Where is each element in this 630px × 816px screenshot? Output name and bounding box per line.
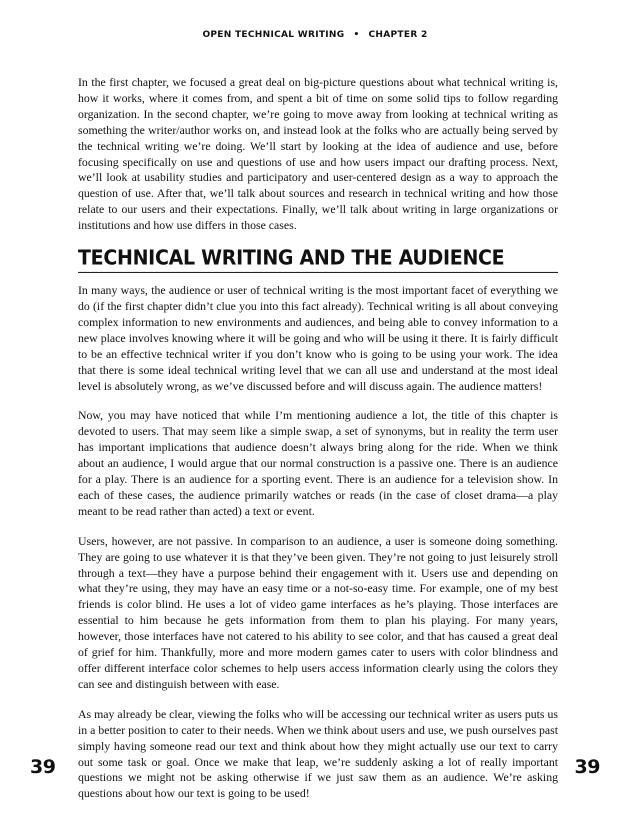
body-paragraph-1: In many ways, the audience or user of technical writing is the most important facet of everything we do (if the first chapter didn’t clue you into this fact already). Technical writing is all about conveying complex information to new environments and audiences, and being able to convey information to a new place involves knowing where it will be going and who will be using it there. It is fairly difficult to be an effective technical writer if you don’t know who is going to be using your work. The idea that there is some ideal technical writing level that we can all use and understand at the most ideal level is absolutely wrong, as we’ve discussed before and will discuss again. The audience matters! [78,283,558,393]
book-title: OPEN TECHNICAL WRITING [202,30,345,40]
body-paragraph-4: As may already be clear, viewing the folks who will be accessing our technical writer as users puts us in a better position to cater to their needs. When we think about users and use, we push ourselves past simply having someone read our text and think about how they might actually use our text to carry out some task or goal. Once we make that leap, we’re suddenly asking a lot of really important questions we might not be asking otherwise if we just saw them as an audience. We’re asking questions about how our text is going to be used! [78,706,558,801]
chapter-label: CHAPTER 2 [368,30,428,40]
section-heading: TECHNICAL WRITING AND THE AUDIENCE [78,246,558,273]
running-header [0,30,630,40]
page-number-right: 39 [574,756,600,778]
page-number-left: 39 [30,756,56,778]
header-separator: • [353,30,360,40]
page-body [78,75,558,816]
body-paragraph-2: Now, you may have noticed that while I’m mentioning audience a lot, the title of this chapter is devoted to users. That may seem like a simple swap, a set of synonyms, but in reality the term user has important implications that audience doesn’t always bring along for the ride. When we think about an audience, I would argue that our normal construction is a passive one. There is an audience for a play. There is an audience for a sporting event. There is an audience for a television show. In each of these cases, the audience primarily watches or reads (in the case of closet drama—a play meant to be read rather than acted) a text or event. [78,408,558,518]
body-paragraph-3: Users, however, are not passive. In comparison to an audience, a user is someone doing something. They are going to use whatever it is that they’ve been given. They’re not going to just leisurely stroll through a text—they have a purpose behind their engagement with it. Users use and depending on what they’re using, they may have an easy time or a not-so-easy time. For example, one of my best friends is color blind. He uses a lot of video game interfaces as he’s playing. Those interfaces are essential to him because he gets information from them to plan his playing. For many years, however, those interfaces have not catered to his ability to see color, and that has caused a great deal of grief for him. Thankfully, more and more modern games cater to users with color blindness and offer different interface color schemes to help users access information clearly using the colors they can see and distinguish between with ease. [78,533,558,691]
intro-paragraph: In the first chapter, we focused a great deal on big-picture questions about what technical writing is, how it works, where it comes from, and spent a bit of time on some solid tips to follow regarding organization. In the second chapter, we’re going to move away from looking at technical writing as something the writer/author works on, and instead look at the folks who are actually being served by the technical writing we’re doing. We’ll start by looking at the idea of audience and use, before focusing specifically on use and questions of use and how users impact our drafting process. Next, we’ll look at usability studies and participatory and user-centered design as a way to approach the question of use. After that, we’ll talk about sources and research in technical writing and how those relate to our users and their expectations. Finally, we’ll talk about writing in large organizations or institutions and how use differs in those cases. [78,75,558,233]
